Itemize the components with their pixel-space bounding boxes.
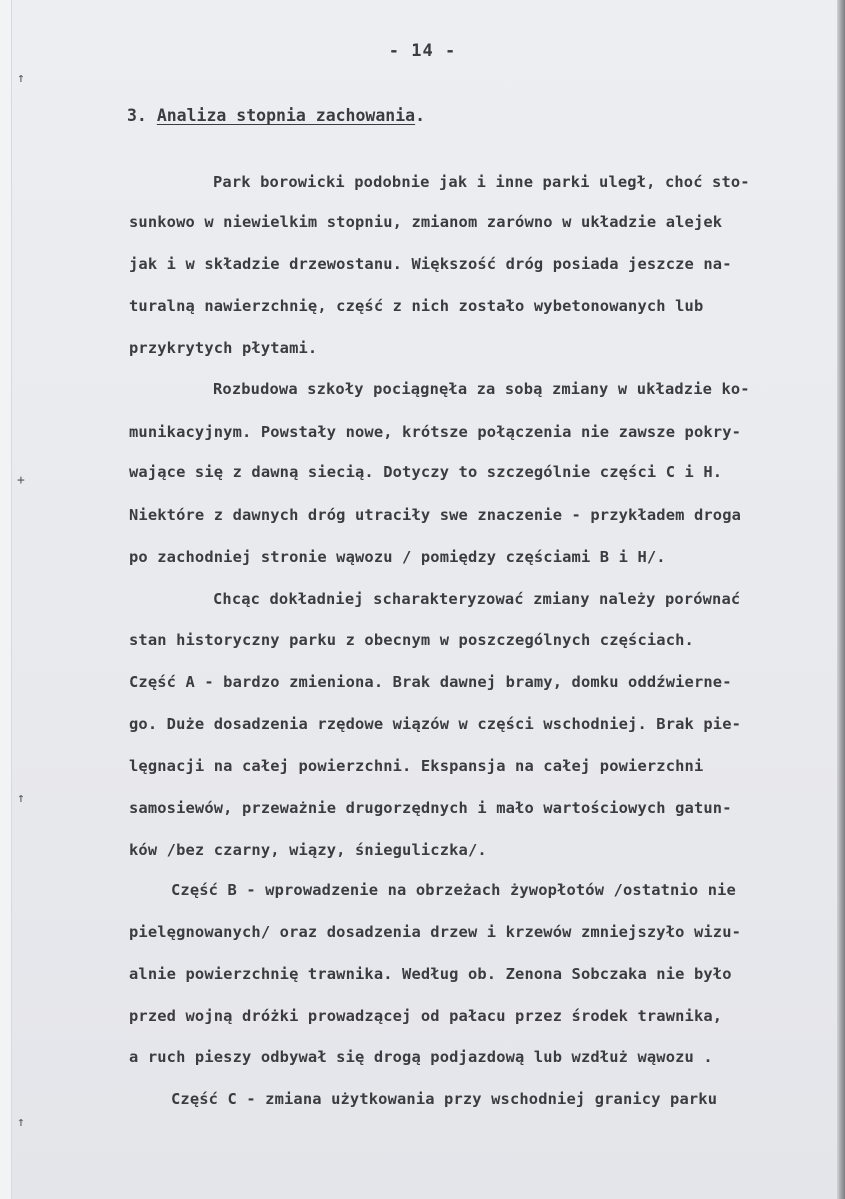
text-line: przed wojną dróżki prowadzącej od pałacu przez środek trawnika, (129, 1007, 723, 1025)
section-heading (127, 106, 425, 125)
text-line: Rozbudowa szkoły pociągnęła za sobą zmiany w układzie ko- (213, 380, 750, 398)
text-line: przykrytych płytami. (129, 339, 318, 357)
punch-mark: ↑ (17, 1115, 25, 1130)
text-line: ków /bez czarny, wiązy, śnieguliczka/. (129, 841, 487, 859)
text-line: a ruch pieszy odbywał się drogą podjazdową lub wzdłuż wąwozu . (129, 1048, 713, 1066)
section-title: Analiza stopnia zachowania (156, 106, 416, 125)
text-line: go. Duże dosadzenia rzędowe wiązów w części wschodniej. Brak pie- (129, 715, 742, 733)
text-line: turalną nawierzchnię, część z nich zostało wybetonowanych lub (129, 297, 704, 315)
text-line: pielęgnowanych/ oraz dosadzenia drzew i krzewów zmniejszyło wizu- (129, 923, 742, 941)
punch-mark: ↑ (17, 791, 25, 806)
text-line: jak i w składzie drzewostanu. Większość dróg posiada jeszcze na- (129, 255, 732, 273)
section-title-period: . (415, 106, 426, 125)
text-line: Niektóre z dawnych dróg utraciły swe znaczenie - przykładem droga (129, 506, 742, 524)
section-number: 3. (127, 106, 147, 125)
text-line: Część A - bardzo zmieniona. Brak dawnej bramy, domku oddźwierne- (129, 673, 732, 691)
page-right-edge-shadow (837, 0, 845, 1199)
text-line: wające się z dawną siecią. Dotyczy to szczególnie części C i H. (129, 463, 723, 481)
text-line: Park borowicki podobnie jak i inne parki uległ, choć sto- (213, 173, 750, 191)
punch-mark: + (17, 473, 25, 488)
text-line: Część C - zmiana użytkowania przy wschodniej granicy parku (171, 1090, 718, 1108)
text-line: Chcąc dokładniej scharakteryzować zmiany należy porównać (213, 590, 741, 608)
text-line: po zachodniej stronie wąwozu / pomiędzy częściami B i H/. (129, 548, 666, 566)
text-line: munikacyjnym. Powstały nowe, krótsze połączenia nie zawsze pokry- (129, 423, 742, 441)
page-left-edge (0, 0, 12, 1199)
text-line: samosiewów, przeważnie drugorzędnych i mało wartościowych gatun- (129, 799, 732, 817)
text-line: stan historyczny parku z obecnym w poszczególnych częściach. (129, 631, 694, 649)
text-line: lęgnacji na całej powierzchni. Ekspansja na całej powierzchni (129, 757, 704, 775)
page-number: - 14 - (388, 41, 457, 61)
text-line: sunkowo w niewielkim stopniu, zmianom zarówno w układzie alejek (129, 213, 723, 231)
text-line: alnie powierzchnię trawnika. Według ob. Zenona Sobczaka nie było (129, 965, 732, 983)
punch-mark: ↑ (17, 71, 25, 86)
text-line: Część B - wprowadzenie na obrzeżach żywopłotów /ostatnio nie (171, 881, 736, 899)
